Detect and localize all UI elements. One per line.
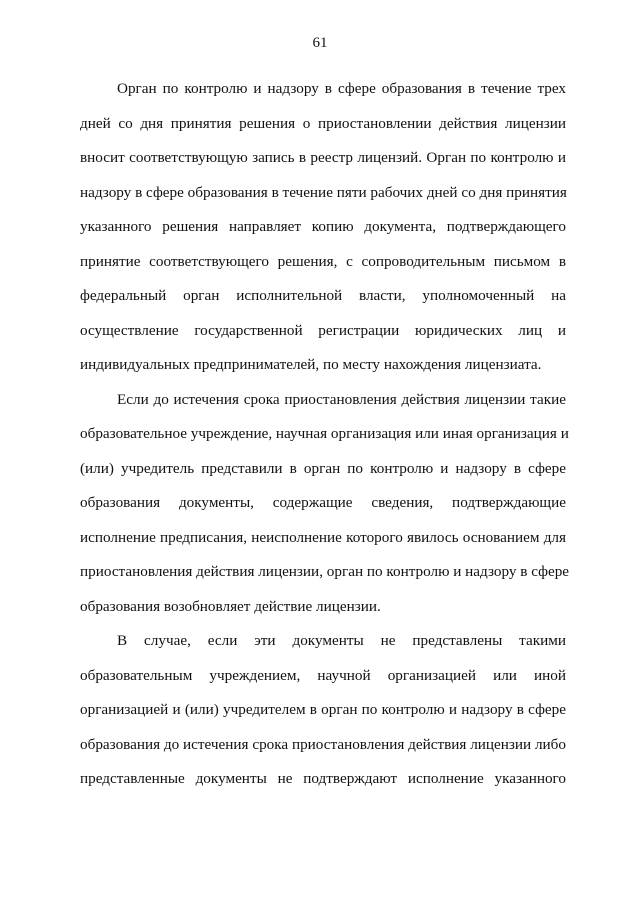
text-line: В случае, если эти документы не представлены такими [117,632,566,649]
text-line: Если до истечения срока приостановления действия лицензии такие [117,390,566,408]
paragraph-3 [80,624,566,797]
text-line: принятие соответствующего решения, с сопроводительным письмом в [80,252,566,270]
text-line: индивидуальных предпринимателей, по месту нахождения лицензиата. [80,356,542,373]
text-line: приостановления действия лицензии, орган по контролю и надзору в сфере [80,563,570,580]
text-line: вносит соответствующую запись в реестр лицензий. Орган по контролю и [80,149,566,166]
text-line: образовательным учреждением, научной организацией или иной [80,666,566,684]
paragraph-1 [80,72,566,383]
text-line: федеральный орган исполнительной власти, уполномоченный на [80,287,566,304]
text-line: организацией и (или) учредителем в орган по контролю и надзору в сфере [80,701,566,718]
text-line: исполнение предписания, неисполнение которого явилось основанием для [80,528,566,546]
page-number: 61 [312,35,328,51]
text-line: образования документы, содержащие сведения, подтверждающие [80,494,566,511]
text-line: образовательное учреждение, научная организация или иная организация и [80,425,569,442]
paragraph-2 [80,383,570,625]
body-text [80,72,570,797]
text-line: (или) учредитель представили в орган по контролю и надзору в сфере [80,459,566,477]
text-line: образования до истечения срока приостановления действия лицензии либо [80,735,566,753]
text-line: образования возобновляет действие лицензии. [80,597,381,615]
text-line: представленные документы не подтверждают исполнение указанного [80,770,566,787]
text-line: надзору в сфере образования в течение пяти рабочих дней со дня принятия [80,183,567,201]
text-line: осуществление государственной регистрации юридических лиц и [80,321,566,339]
text-line: дней со дня принятия решения о приостановлении действия лицензии [80,114,566,132]
text-line: Орган по контролю и надзору в сфере образования в течение трех [117,80,566,97]
text-line: указанного решения направляет копию документа, подтверждающего [80,218,566,235]
